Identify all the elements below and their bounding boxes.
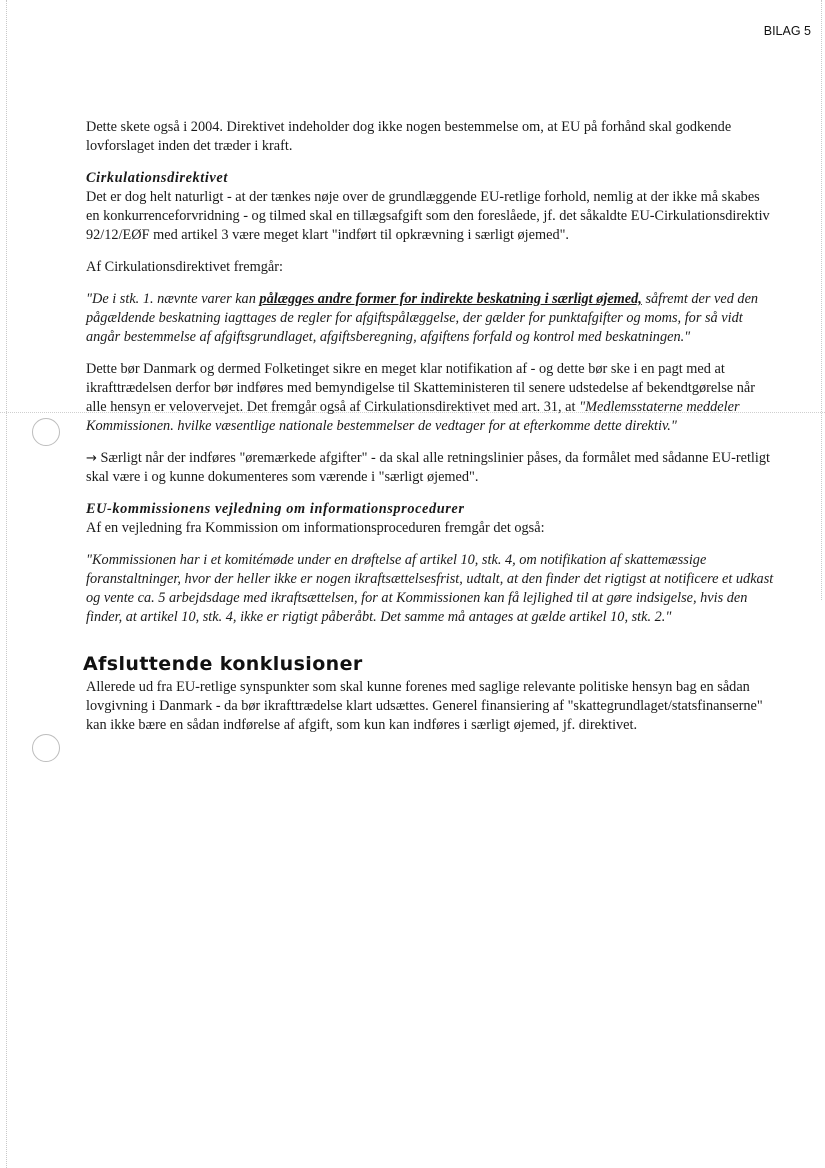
document-body [83, 118, 776, 735]
paragraph-notification-main: Dette bør Danmark og dermed Folketinget sikre en meget klar notifikation af - og dette bør ske i en pagt med at ikrafttrædelsen derfor bør indføres med bemyndigelse til Skatteministeren til senere udstedelse af bekendtgørelse når alle hensyn er velovervejet. Det fremgår også af Cirkulationsdirektivet med art. 31, at [86, 361, 755, 415]
paragraph-earmarked [86, 449, 776, 487]
arrow-right-icon: → [86, 451, 97, 466]
paragraph-cirk: Det er dog helt naturligt - at der tænkes nøje over de grundlæggende EU-retlige forhold, nemlig at der ikke må skabes en konkurrenceforvridning - og tilmed skal en tillægsafgift som den foreslåede, jf. det såkaldte EU-Cirkulationsdirektiv 92/12/EØF med artikel 3 være meget klart "indført til opkrævning i særligt øjemed". [86, 189, 770, 243]
punch-hole-lower [32, 734, 60, 762]
quote-directive-underlined: pålægges andre former for indirekte beskatning i særligt øjemed, [259, 291, 642, 307]
paragraph-conclusions: Allerede ud fra EU-retlige synspunkter som skal kunne forenes med saglige relevante politiske hensyn bag en sådan lovgivning i Danmark - da bør ikrafttrædelse klart udsættes. Generel finansiering af "skattegrundlaget/statsfinanserne" kan ikke bære en sådan indførelse af afgift, som kun kan indføres i særligt øjemed, jf. direktivet. [86, 679, 763, 733]
bilag-label: BILAG 5 [763, 24, 811, 38]
scan-edge-left [6, 0, 7, 1168]
punch-hole-upper [32, 418, 60, 446]
paragraph-earmarked-text: Særligt når der indføres "øremærkede afgifter" - da skal alle retningslinier påses, da formålet med sådanne EU-retligt skal være i og kunne dokumenteres som værende i "særligt øjemed". [86, 450, 770, 485]
paragraph-vejledning: Af en vejledning fra Kommission om informationsproceduren fremgår det også: [86, 520, 545, 536]
paragraph-fremgaar: Af Cirkulationsdirektivet fremgår: [86, 259, 283, 275]
heading-conclusions: Afsluttende konklusioner [83, 653, 363, 675]
paragraph-notification-quote: "Medlemsstaterne meddeler Kommissionen. hvilke væsentlige nationale bestemmelser de vedtager for at efterkomme dette direktiv." [86, 399, 740, 434]
quote-kommissionen: "Kommissionen har i et komitémøde under en drøftelse af artikel 10, stk. 4, om notifikation af skattemæssige foranstaltninger, hvor der heller ikke er nogen ikraftsættelsesfrist, udtalt, at den finder det rigtigst at notificere et udkast og vente ca. 5 arbejdsdage med ikraftsættelsen, for at Kommissionen kan få lejlighed til at gøre indsigelse, hvis den finder, at artikel 10, stk. 4, ikke er rigtigt påberåbt. Det samme må antages at gælde artikel 10, stk. 2." [86, 552, 774, 625]
quote-directive [86, 290, 776, 347]
paragraph-notification [86, 360, 776, 436]
paragraph-intro: Dette skete også i 2004. Direktivet indeholder dog ikke nogen bestemmelse om, at EU på forhånd skal godkende lovforslaget inden det træder i kraft. [86, 119, 732, 154]
quote-directive-pre: "De i stk. 1. nævnte varer kan [86, 291, 260, 307]
quote-directive-post: såfremt der ved den pågældende beskatning iagttages de regler for afgiftspålæggelse, der gælder for punktafgifter og moms, for så vidt angår bestemmelse af afgiftsgrundlaget, afgiftsberegning, afgiftens forfald og kontrol med beskatningen." [86, 291, 759, 345]
scan-edge-right [821, 0, 822, 600]
heading-cirkulationsdirektivet: Cirkulationsdirektivet [86, 170, 228, 186]
heading-eu-kommissionen: EU-kommissionens vejledning om informationsprocedurer [86, 501, 465, 517]
